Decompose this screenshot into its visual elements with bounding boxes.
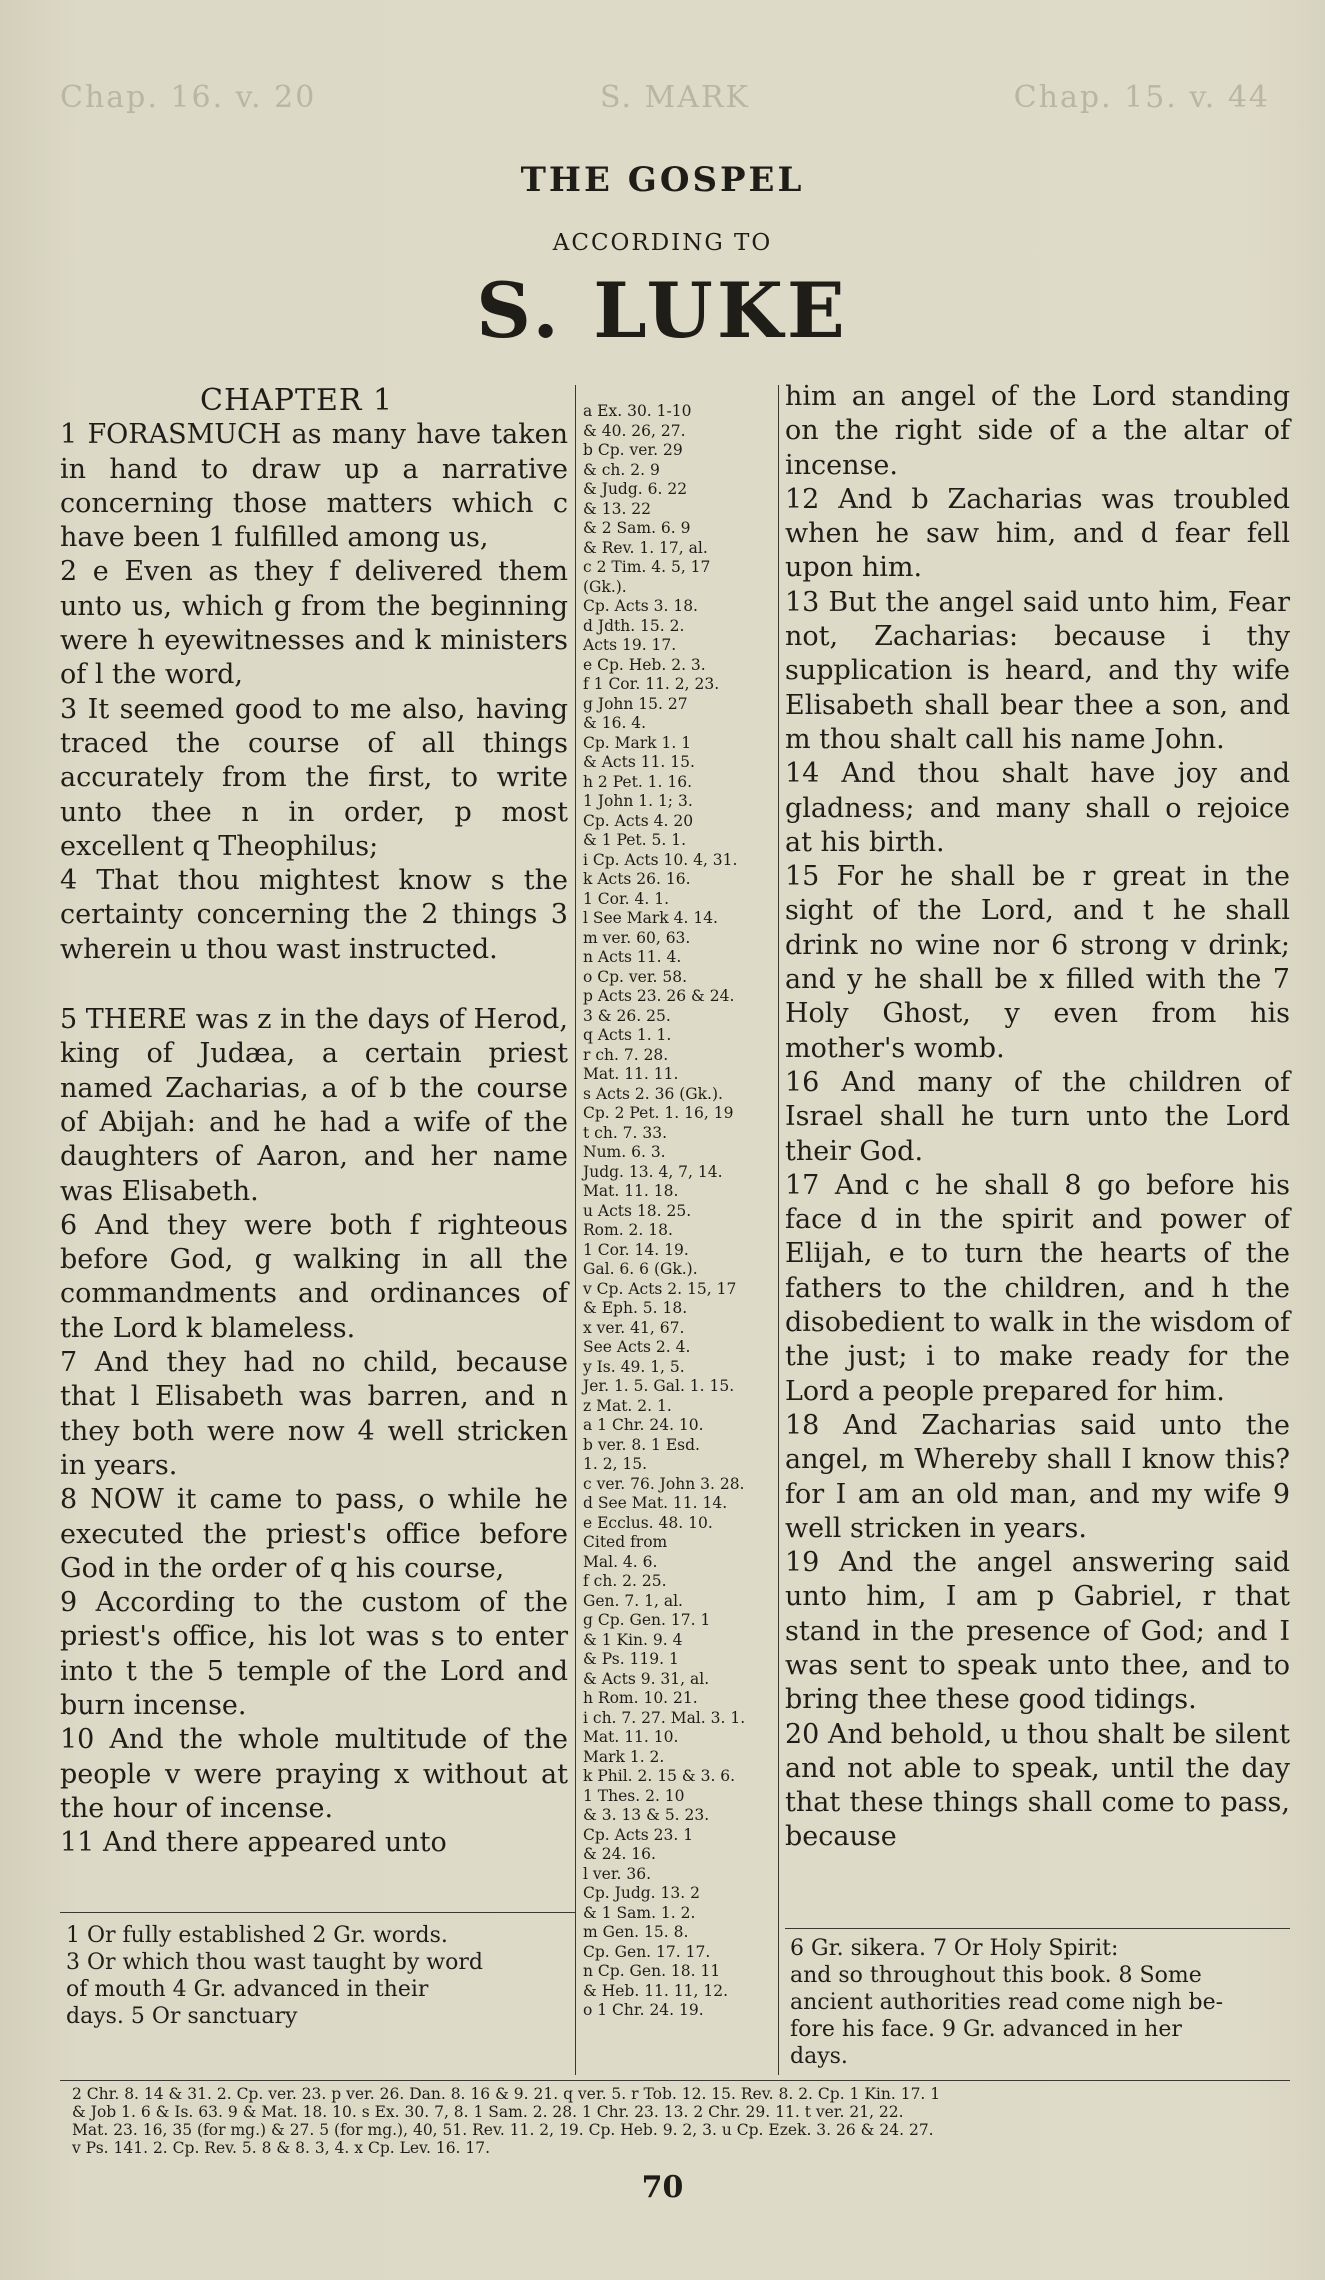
verse: 7 And they had no child, because that l Elisabeth was barren, and n they both were now 4 well stricken in years. bbox=[60, 1347, 568, 1481]
cross-ref-line: s Acts 2. 36 (Gk.). bbox=[583, 1084, 723, 1103]
verse: 2 e Even as they f delivered them unto us, which g from the beginning were h eyewitnesses and k ministers of l the word, bbox=[60, 556, 568, 691]
cross-ref-line: x ver. 41, 67. bbox=[583, 1318, 685, 1337]
footnote-line: days. 5 Or sanctuary bbox=[66, 2004, 298, 2029]
cross-ref-line: & Eph. 5. 18. bbox=[583, 1299, 688, 1317]
cross-ref-line: e Cp. Heb. 2. 3. bbox=[583, 655, 706, 674]
footnote-line: and so throughout this book. 8 Some bbox=[790, 1963, 1202, 1988]
page-number: 70 bbox=[641, 2170, 684, 2205]
verse: 11 And there appeared unto bbox=[60, 1827, 447, 1859]
cross-ref-line: Cp. Acts 4. 20 bbox=[583, 811, 694, 830]
cross-ref-line: p Acts 23. 26 & 24. bbox=[583, 987, 735, 1005]
section-spacer bbox=[60, 967, 568, 1003]
cross-ref-line: Gal. 6. 6 (Gk.). bbox=[583, 1260, 698, 1278]
cross-ref-line: & Acts 11. 15. bbox=[583, 753, 695, 771]
right-text-column bbox=[785, 380, 1290, 1855]
footnote-line: of mouth 4 Gr. advanced in their bbox=[66, 1977, 429, 2002]
cross-ref-line: 1 John 1. 1; 3. bbox=[583, 792, 693, 810]
cross-ref-line: m ver. 60, 63. bbox=[583, 928, 691, 947]
cross-ref-line: 1 Thes. 2. 10 bbox=[583, 1786, 685, 1805]
verse: 9 According to the custom of the priest's office, his lot was s to enter into t the 5 temple of the Lord and burn incense. bbox=[60, 1587, 568, 1721]
verse: 20 And behold, u thou shalt be silent and not able to speak, until the day that these things shall come to pass, because bbox=[785, 1718, 1290, 1853]
footnote-line: 6 Gr. sikera. 7 Or Holy Spirit: bbox=[790, 1936, 1119, 1961]
cross-ref-line: 3 & 26. 25. bbox=[583, 1006, 671, 1025]
bottom-ref-line: 2 Chr. 8. 14 & 31. 2. Cp. ver. 23. p ver. 26. Dan. 8. 16 & 9. 21. q ver. 5. r Tob. 12. 15. Rev. 8. 2. Cp. 1 Kin. 17. 1 bbox=[72, 2085, 941, 2103]
cross-ref-line: See Acts 2. 4. bbox=[583, 1338, 691, 1356]
cross-ref-line: l ver. 36. bbox=[583, 1864, 652, 1883]
cross-ref-line: m Gen. 15. 8. bbox=[583, 1923, 689, 1941]
cross-ref-line: r ch. 7. 28. bbox=[583, 1045, 669, 1064]
cross-ref-line: Cp. Gen. 17. 17. bbox=[583, 1942, 711, 1961]
cross-ref-line: Cp. 2 Pet. 1. 16, 19 bbox=[583, 1104, 734, 1122]
footnotes-left bbox=[66, 1922, 576, 2030]
cross-ref-line: Judg. 13. 4, 7, 14. bbox=[583, 1162, 723, 1181]
cross-ref-line: Cp. Acts 3. 18. bbox=[583, 597, 698, 615]
cross-ref-line: f 1 Cor. 11. 2, 23. bbox=[583, 675, 720, 693]
cross-ref-line: & 24. 16. bbox=[583, 1845, 656, 1863]
cross-ref-line: k Acts 26. 16. bbox=[583, 870, 691, 888]
cross-ref-line: l See Mark 4. 14. bbox=[583, 909, 718, 927]
cross-ref-line: h Rom. 10. 21. bbox=[583, 1689, 698, 1707]
verse: 17 And c he shall 8 go before his face d in the spirit and power of Elijah, e to turn the hearts of the fathers to the children, and h the disobedient to walk in the wisdom of the just; i to make ready for the Lord a people prepared for him. bbox=[785, 1169, 1290, 1407]
cross-ref-line: & 2 Sam. 6. 9 bbox=[583, 519, 691, 537]
cross-ref-line: Cited from bbox=[583, 1533, 668, 1551]
cross-ref-line: u Acts 18. 25. bbox=[583, 1201, 692, 1220]
cross-ref-line: & Acts 9. 31, al. bbox=[583, 1669, 710, 1688]
cross-ref-line: g John 15. 27 bbox=[583, 694, 688, 713]
cross-ref-line: k Phil. 2. 15 & 3. 6. bbox=[583, 1767, 736, 1785]
cross-ref-line: 1 Cor. 14. 19. bbox=[583, 1240, 689, 1259]
verse: 18 And Zacharias said unto the angel, m Whereby shall I know this? for I am an old man, and my wife 9 well stricken in years. bbox=[785, 1409, 1290, 1544]
cross-ref-line: & ch. 2. 9 bbox=[583, 460, 660, 479]
cross-ref-line: o 1 Chr. 24. 19. bbox=[583, 2001, 704, 2019]
cross-ref-line: (Gk.). bbox=[583, 577, 627, 596]
cross-ref-line: & Rev. 1. 17, al. bbox=[583, 538, 708, 557]
bottom-refs-rule bbox=[60, 2080, 1290, 2081]
bottom-ref-line: Mat. 23. 16, 35 (for mg.) & 27. 5 (for mg.), 40, 51. Rev. 11. 2, 19. Cp. Heb. 9. 2, 3. u Cp. Ezek. 3. 26 & 24. 27. bbox=[72, 2121, 934, 2139]
footnote-line: 1 Or fully established 2 Gr. words. bbox=[66, 1923, 448, 1948]
cross-ref-line: t ch. 7. 33. bbox=[583, 1123, 668, 1142]
cross-ref-line: Mat. 11. 11. bbox=[583, 1065, 679, 1083]
cross-ref-line: b ver. 8. 1 Esd. bbox=[583, 1435, 700, 1454]
cross-ref-line: & 1 Sam. 1. 2. bbox=[583, 1903, 696, 1922]
cross-ref-line: & 1 Kin. 9. 4 bbox=[583, 1630, 683, 1649]
cross-ref-line: g Cp. Gen. 17. 1 bbox=[583, 1611, 711, 1629]
cross-ref-line: Cp. Mark 1. 1 bbox=[583, 733, 692, 752]
cross-ref-line: 1. 2, 15. bbox=[583, 1455, 648, 1473]
column-divider-left bbox=[575, 385, 576, 2075]
cross-ref-line: n Cp. Gen. 18. 11 bbox=[583, 1962, 721, 1980]
cross-ref-line: & 1 Pet. 5. 1. bbox=[583, 831, 687, 849]
cross-ref-line: Acts 19. 17. bbox=[583, 636, 677, 654]
cross-ref-line: q Acts 1. 1. bbox=[583, 1026, 672, 1044]
verse: 13 But the angel said unto him, Fear not, Zacharias: because i thy supplication is heard, and thy wife Elisabeth shall bear thee a son, and m thou shalt call his name John. bbox=[785, 586, 1290, 755]
cross-ref-line: & Judg. 6. 22 bbox=[583, 480, 688, 498]
ghost-center: S. MARK bbox=[600, 80, 750, 115]
title-gospel: THE GOSPEL bbox=[520, 160, 805, 200]
cross-ref-line: Gen. 7. 1, al. bbox=[583, 1591, 683, 1610]
cross-ref-line: & 16. 4. bbox=[583, 714, 647, 732]
cross-ref-line: z Mat. 2. 1. bbox=[583, 1396, 672, 1415]
bleed-through-header bbox=[60, 80, 1270, 120]
bottom-cross-references bbox=[72, 2085, 1292, 2157]
footnotes-right bbox=[790, 1935, 1290, 2070]
cross-ref-line: Rom. 2. 18. bbox=[583, 1221, 673, 1239]
cross-ref-line: n Acts 11. 4. bbox=[583, 948, 682, 966]
verse: 8 NOW it came to pass, o while he executed the priest's office before God in the order of q his course, bbox=[60, 1484, 568, 1584]
book-title: S. LUKE bbox=[476, 266, 849, 355]
cross-ref-line: & 13. 22 bbox=[583, 499, 652, 518]
footnote-rule-right bbox=[785, 1928, 1290, 1929]
footnote-rule-left bbox=[60, 1912, 575, 1913]
footnote-line: ancient authorities read come nigh be- bbox=[790, 1990, 1224, 2015]
footnote-line: 3 Or which thou wast taught by word bbox=[66, 1950, 483, 1975]
verse: 4 That thou mightest know s the certainty concerning the 2 things 3 wherein u thou wast instructed. bbox=[60, 865, 568, 965]
verse: 16 And many of the children of Israel shall he turn unto the Lord their God. bbox=[785, 1066, 1290, 1167]
verse: 6 And they were both f righteous before God, g walking in all the commandments and ordinances of the Lord k blameless. bbox=[60, 1209, 568, 1344]
cross-ref-line: h 2 Pet. 1. 16. bbox=[583, 772, 693, 791]
cross-ref-line: c 2 Tim. 4. 5, 17 bbox=[583, 558, 711, 576]
cross-ref-line: Mal. 4. 6. bbox=[583, 1552, 658, 1571]
title-block bbox=[0, 160, 1325, 355]
bottom-ref-line: v Ps. 141. 2. Cp. Rev. 5. 8 & 8. 3, 4. x Cp. Lev. 16. 17. bbox=[72, 2139, 491, 2157]
cross-reference-column bbox=[583, 402, 783, 2021]
cross-ref-line: Mat. 11. 18. bbox=[583, 1182, 679, 1200]
cross-ref-line: & 40. 26, 27. bbox=[583, 421, 686, 440]
verse: 19 And the angel answering said unto him, I am p Gabriel, r that stand in the presence of God; and I was sent to speak unto thee, and to bring thee these good tidings. bbox=[785, 1547, 1290, 1716]
cross-ref-line: & Ps. 119. 1 bbox=[583, 1650, 679, 1668]
ghost-left: Chap. 16. v. 20 bbox=[60, 80, 317, 115]
cross-ref-line: o Cp. ver. 58. bbox=[583, 967, 688, 986]
cross-ref-line: & Heb. 11. 11, 12. bbox=[583, 1981, 728, 2000]
cross-ref-line: i ch. 7. 27. Mal. 3. 1. bbox=[583, 1708, 746, 1727]
verse: 10 And the whole multitude of the people v were praying x without at the hour of incense. bbox=[60, 1724, 568, 1824]
cross-ref-line: Mark 1. 2. bbox=[583, 1747, 665, 1766]
cross-ref-line: i Cp. Acts 10. 4, 31. bbox=[583, 850, 738, 869]
chapter-heading: CHAPTER 1 bbox=[200, 383, 394, 418]
cross-ref-line: d See Mat. 11. 14. bbox=[583, 1494, 728, 1512]
cross-ref-line: a Ex. 30. 1-10 bbox=[583, 402, 692, 420]
verse: 14 And thou shalt have joy and gladness; and many shall o rejoice at his birth. bbox=[785, 758, 1290, 858]
cross-ref-line: v Cp. Acts 2. 15, 17 bbox=[583, 1279, 737, 1298]
cross-ref-line: e Ecclus. 48. 10. bbox=[583, 1513, 713, 1532]
column-divider-right bbox=[778, 385, 779, 2075]
verse: 12 And b Zacharias was troubled when he saw him, and d fear fell upon him. bbox=[785, 483, 1290, 584]
cross-ref-line: 1 Cor. 4. 1. bbox=[583, 889, 670, 908]
cross-ref-line: b Cp. ver. 29 bbox=[583, 441, 683, 459]
verse: 5 THERE was z in the days of Herod, king of Judæa, a certain priest named Zacharias, a of b the course of Abijah: and he had a wife of the daughters of Aaron, and her name was Elisabeth. bbox=[60, 1004, 568, 1207]
ghost-right: Chap. 15. v. 44 bbox=[1013, 80, 1270, 115]
cross-ref-line: d Jdth. 15. 2. bbox=[583, 616, 685, 635]
cross-ref-line: Cp. Judg. 13. 2 bbox=[583, 1884, 700, 1902]
cross-ref-line: y Is. 49. 1, 5. bbox=[583, 1357, 685, 1376]
verse: 3 It seemed good to me also, having traced the course of all things accurately from the first, to write unto thee n in order, p most excellent q Theophilus; bbox=[60, 693, 568, 862]
verse: him an angel of the Lord standing on the right side of a the altar of incense. bbox=[785, 381, 1290, 481]
cross-ref-line: f ch. 2. 25. bbox=[583, 1572, 667, 1590]
cross-ref-line: Jer. 1. 5. Gal. 1. 15. bbox=[583, 1377, 735, 1395]
verse: 1 FORASMUCH as many have taken in hand to draw up a narrative concerning those matters which c have been 1 fulfilled among us, bbox=[60, 419, 568, 554]
left-text-column bbox=[60, 384, 568, 1860]
cross-ref-line: c ver. 76. John 3. 28. bbox=[583, 1474, 745, 1493]
cross-ref-line: Mat. 11. 10. bbox=[583, 1728, 679, 1746]
cross-ref-line: a 1 Chr. 24. 10. bbox=[583, 1416, 704, 1434]
footnote-line: days. bbox=[790, 2044, 848, 2069]
bottom-ref-line: & Job 1. 6 & Is. 63. 9 & Mat. 18. 10. s Ex. 30. 7, 8. 1 Sam. 2. 28. 1 Chr. 23. 13. 2 Chr. 29. 11. t ver. 21, 22. bbox=[72, 2103, 904, 2121]
cross-ref-line: Cp. Acts 23. 1 bbox=[583, 1825, 694, 1844]
footnote-line: fore his face. 9 Gr. advanced in her bbox=[790, 2017, 1182, 2042]
cross-ref-line: Num. 6. 3. bbox=[583, 1143, 666, 1161]
verse: 15 For he shall be r great in the sight of the Lord, and t he shall drink no wine nor 6 strong v drink; and y he shall be x filled with the 7 Holy Ghost, y even from his mother's womb. bbox=[785, 861, 1290, 1064]
cross-ref-line: & 3. 13 & 5. 23. bbox=[583, 1806, 710, 1824]
title-according-to: ACCORDING TO bbox=[552, 230, 773, 256]
